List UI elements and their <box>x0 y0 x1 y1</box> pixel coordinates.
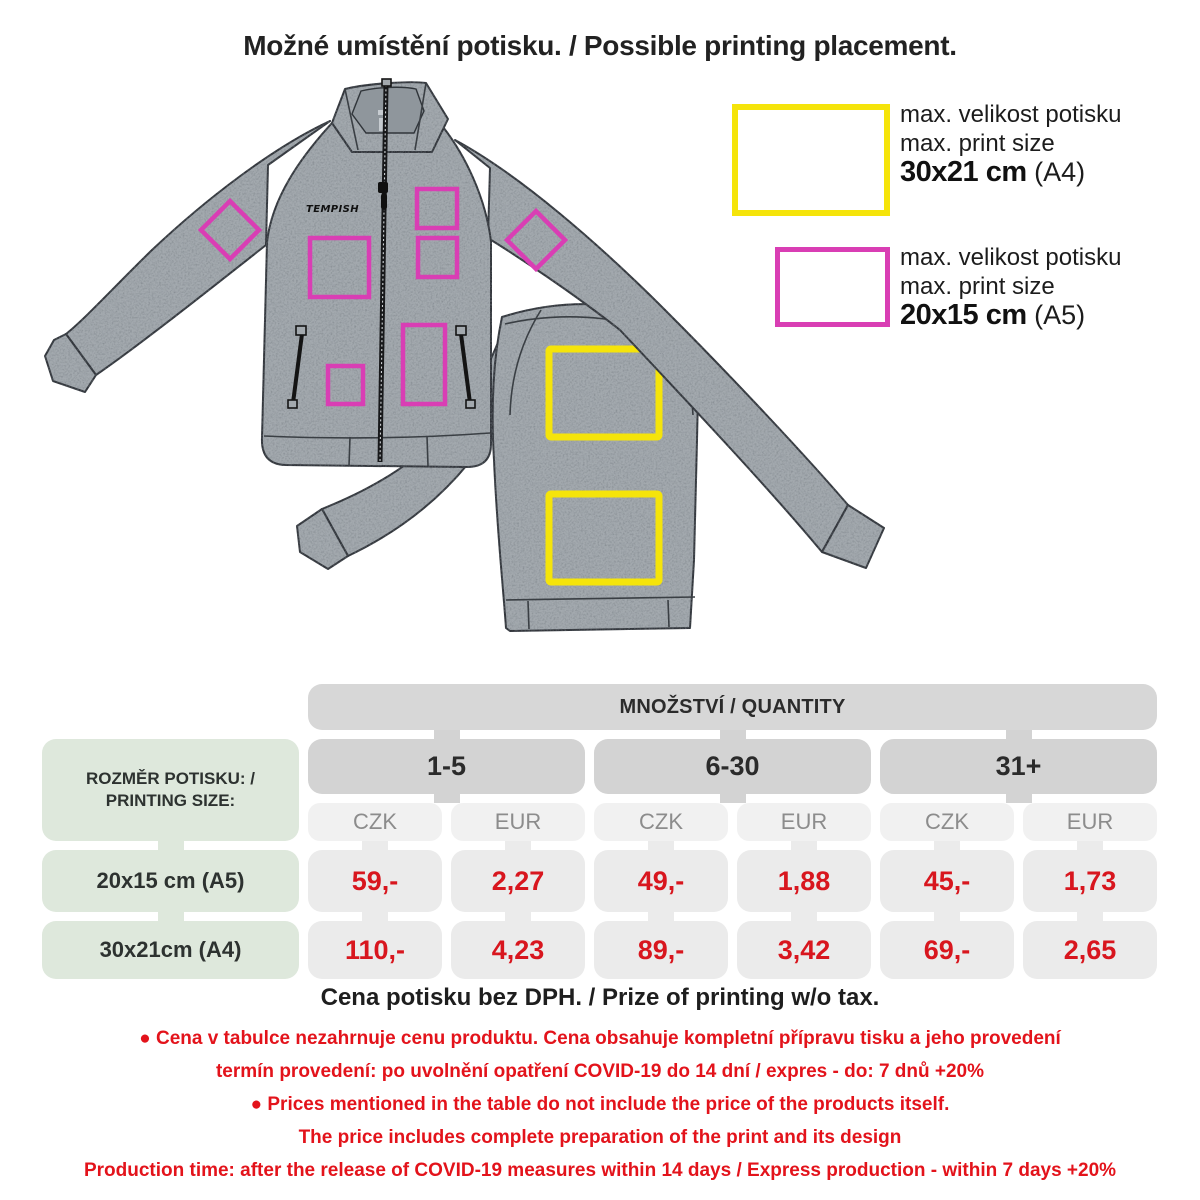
legend-a5-size: 20x15 cm <box>900 299 1027 331</box>
price-a5-6-30-eur: 1,88 <box>737 850 871 912</box>
legend-a4-line1: max. velikost potisku <box>900 101 1122 128</box>
price-a5-31-eur: 1,73 <box>1023 850 1157 912</box>
legend-a5-format: (A5) <box>1026 300 1086 330</box>
legend-a5-swatch <box>775 247 890 327</box>
price-a4-31-eur: 2,65 <box>1023 921 1157 979</box>
currency-header-czk: CZK <box>594 803 728 841</box>
quantity-header: MNOŽSTVÍ / QUANTITY <box>308 684 1157 730</box>
currency-header-czk: CZK <box>308 803 442 841</box>
footer-note-3: ● Prices mentioned in the table do not include the price of the products itself. <box>250 1094 950 1115</box>
legend-a5-text <box>900 243 1121 331</box>
price-a5-1-5-czk: 59,- <box>308 850 442 912</box>
price-a4-1-5-czk: 110,- <box>308 921 442 979</box>
currency-header-eur: EUR <box>737 803 871 841</box>
footer-title: Cena potisku bez DPH. / Prize of printing w/o tax. <box>320 984 880 1011</box>
size-header-line2: PRINTING SIZE: <box>105 791 236 810</box>
currency-header-czk: CZK <box>880 803 1014 841</box>
left-pocket-stop <box>288 400 297 408</box>
zipper-pull <box>381 193 387 210</box>
currency-header-eur: EUR <box>451 803 585 841</box>
footer <box>0 984 1200 1187</box>
size-header-line1: ROZMĚR POTISKU: / <box>85 769 256 788</box>
legend-a4-swatch <box>732 104 890 216</box>
right-pocket-slider <box>456 326 466 335</box>
right-pocket-stop <box>466 400 475 408</box>
legend-a5-line2: max. print size <box>900 273 1055 300</box>
pricing-table <box>42 684 1157 979</box>
quantity-group-6-30: 6-30 <box>594 739 871 794</box>
brand-logo: TEMPISH <box>306 204 360 215</box>
left-pocket-slider <box>296 326 306 335</box>
price-a5-6-30-czk: 49,- <box>594 850 728 912</box>
page-title: Možné umístění potisku. / Possible printing placement. <box>243 30 957 61</box>
row-label-a5: 20x15 cm (A5) <box>42 850 299 912</box>
footer-note-4: The price includes complete preparation of the print and its design <box>298 1127 902 1148</box>
zipper-top-stop <box>382 79 391 86</box>
zipper-slider <box>378 182 388 193</box>
legend-a5-line1: max. velikost potisku <box>900 244 1122 271</box>
legend-a4-line2: max. print size <box>900 130 1055 157</box>
price-a5-1-5-eur: 2,27 <box>451 850 585 912</box>
price-a5-31-czk: 45,- <box>880 850 1014 912</box>
legend-a4-format: (A4) <box>1026 157 1086 187</box>
legend-a4-size: 30x21 cm <box>900 156 1027 188</box>
size-header <box>42 739 299 841</box>
front-jacket <box>262 79 491 467</box>
price-a4-6-30-czk: 89,- <box>594 921 728 979</box>
price-a4-31-czk: 69,- <box>880 921 1014 979</box>
price-a4-1-5-eur: 4,23 <box>451 921 585 979</box>
footer-note-2: termín provedení: po uvolnění opatření COVID-19 do 14 dní / expres - do: 7 dnů +20% <box>215 1061 985 1082</box>
currency-header-eur: EUR <box>1023 803 1157 841</box>
footer-note-5: Production time: after the release of COVID-19 measures within 14 days / Express production - within 7 days +20% <box>83 1160 1117 1181</box>
legend-a4-text <box>900 100 1121 188</box>
quantity-group-31plus: 31+ <box>880 739 1157 794</box>
footer-note-1: ● Cena v tabulce nezahrnuje cenu produktu. Cena obsahuje kompletní přípravu tisku a jeho provedení <box>139 1028 1061 1049</box>
quantity-group-1-5: 1-5 <box>308 739 585 794</box>
row-label-a4: 30x21cm (A4) <box>42 921 299 979</box>
price-a4-6-30-eur: 3,42 <box>737 921 871 979</box>
